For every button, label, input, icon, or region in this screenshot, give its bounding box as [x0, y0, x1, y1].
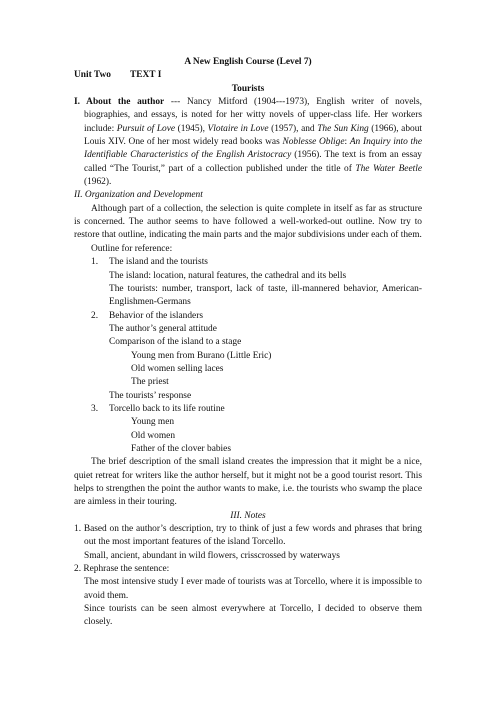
organization-paragraph: Although part of a collection, the selection is quite complete in itself as far as structure is concerned. The author seems to have followed a well-worked-out outline. Now try to restore that outline, indicating the main parts and the major subdivisions under each of them.: [74, 203, 422, 241]
book-subtitle: An Inquiry into the Identifiable Characteristics of the English Aristocracy: [84, 137, 422, 161]
outline-subitem: Comparison of the island to a stage: [109, 337, 242, 348]
outline-subsubitem: Young men: [131, 417, 175, 428]
outline-subitem: The tourists: number, transport, lack of taste, ill-mannered behavior, American-Englishmen-Germans: [109, 283, 422, 308]
outline-subsubitem: The priest: [131, 377, 169, 388]
organization-heading: II. Organization and Development: [74, 190, 203, 201]
outline-subitem: The island: location, natural features, the cathedral and its bells: [109, 270, 347, 281]
about-author-heading: I. About the author: [74, 97, 165, 108]
outline-list: [74, 256, 422, 456]
outline-subitem: The tourists’ response: [109, 390, 192, 401]
outline-subitem: The author’s general attitude: [109, 323, 217, 334]
outline-subsubitem: Old women selling laces: [131, 363, 224, 374]
unit-label: Unit Two: [74, 70, 111, 81]
summary-paragraph: The brief description of the small island creates the impression that it might be a nice, quiet retreat for writers like the author herself, but it might not be a good tourist resort. This helps to strengthen the point the author wants to make, i.e. the tourists who swamp the place are aimless in their touring.: [74, 457, 422, 508]
note-2-question: The most intensive study I ever made of tourists was at Torcello, where it is impossible to avoid them.: [84, 577, 422, 601]
note-2-answer: Since tourists can be seen almost everywhere at Torcello, I decided to observe them closely.: [84, 604, 422, 628]
book-title: The Water Beetle: [355, 163, 422, 174]
outline-subsubitem: Old women: [131, 430, 176, 441]
note-2: 2. Rephrase the sentence:: [74, 564, 170, 575]
outline-item-2: 2. Behavior of the islanders: [91, 310, 203, 321]
note-1: 1. Based on the author’s description, try to think of just a few words and phrases that bring out the most important features of the island Torcello.: [74, 524, 422, 548]
outline-item-3: 3. Torcello back to its life routine: [91, 403, 225, 414]
about-author-paragraph: I. About the author --- Nancy Mitford (1904---1973), English writer of novels, biographies, and essays, is noted for her witty novels of upper-class life. Her workers include: Pursuit of Love (1945), Vlotaire in Love (1957), and The Sun King (1966), about Louis XIV. One of her most widely read books was Noblesse Oblige: An Inquiry into the Identifiable Characteristics of the English Aristocracy (1956). The text is from an essay called “The Tourist,” part of a collection published under the title of The Water Beetle (1962).: [74, 97, 423, 188]
document-title: A New English Course (Level 7): [184, 57, 312, 67]
note-1-answer: Small, ancient, abundant in wild flowers, crisscrossed by waterways: [84, 550, 340, 561]
outline-label: Outline for reference:: [91, 243, 173, 254]
outline-subsubitem: Young men from Burano (Little Eric): [131, 350, 272, 361]
outline-item-1: 1. The island and the tourists: [91, 257, 208, 268]
lesson-title: Tourists: [231, 83, 265, 94]
document-page: [74, 56, 422, 630]
book-title: Vlotaire in Love: [207, 123, 269, 134]
notes-heading: III. Notes: [230, 510, 266, 521]
book-title: Noblesse Oblige: [282, 137, 345, 148]
book-title: Pursuit of Love: [116, 123, 176, 134]
text-label: TEXT I: [130, 70, 162, 81]
book-title: The Sun King: [317, 123, 369, 134]
unit-heading: [74, 69, 422, 82]
outline-subsubitem: Father of the clover babies: [131, 443, 231, 454]
